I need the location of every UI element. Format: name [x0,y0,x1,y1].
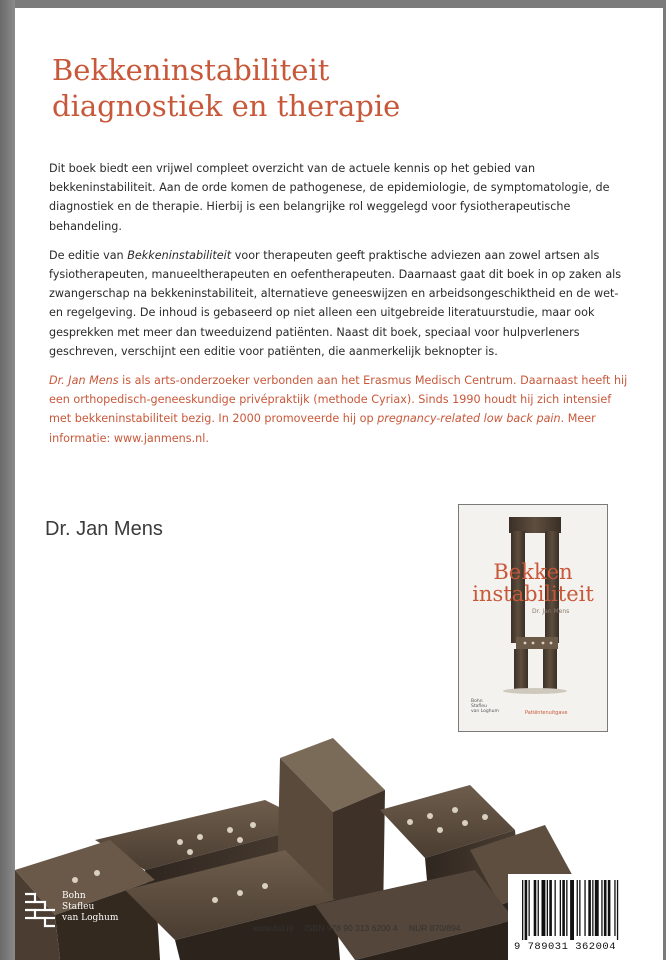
barcode-bar [534,880,537,936]
publisher-name-line-3: van Loghum [62,913,119,923]
barcode-bar [608,880,611,936]
thumbnail-imprint-line-3: van Loghum [471,709,499,714]
thumbnail-footer: Patiëntenuitgave [525,710,568,716]
barcode-bar [577,880,578,936]
barcode-bar [588,880,591,936]
bio-author-name: Dr. Jan Mens [49,374,119,388]
bio-thesis-title: pregnancy-related low back pain [377,412,561,426]
barcode-bar [555,880,556,936]
barcode-bar [614,880,615,936]
bio-text-a: is als arts-onderzoeker verbonden aan het Erasmus Medisch Centrum. Daarnaast heeft hij een orthopedisch-geneeskundige privépraktijk (methode Cyriax). Sinds 1990 houdt hij zich intensief met bekkeninstabiliteit bezig. In 2000 promoveerde hij op [49,374,628,426]
publisher-block [21,888,171,938]
barcode-bar [584,880,585,936]
isbn-barcode [508,874,663,960]
blurb [49,159,634,458]
p2-book-title: Bekkeninstabiliteit [127,248,232,262]
barcode-bar [604,880,607,936]
barcode-bar [601,880,602,936]
barcode-bar [547,880,548,936]
thumbnail-imprint [471,699,499,714]
barcode-bar [529,880,530,936]
patient-edition-thumbnail [458,504,608,732]
publisher-website: www.bsl.nl [253,923,294,933]
barcode-bars [520,880,654,940]
thumbnail-title [459,561,607,605]
book-back-cover [15,8,663,960]
blurb-paragraph-1: Dit boek biedt een vrijwel compleet overzicht van de actuele kennis op het gebied van bekkeninstabiliteit. Aan de orde komen de pathogenese, de epidemiologie, de symptomatologie, de diagnostiek en de therapie. Hierbij is een belangrijke rol weggelegd voor fysiotherapeutische behandeling. [49,162,610,233]
barcode-bar [542,880,546,936]
p2-text-b: voor therapeuten geeft praktische adviezen aan zowel artsen als fysiotherapeuten, manueeltherapeuten en oefentherapeuten. Daarnaast gaat dit boek in op zaken als zwangerschap na bekkeninstabiliteit, alternatieve geneeswijzen en arbeidsongeschiktheid en de wet- en regelgeving. De inhoud is gebaseerd op niet alleen een uitgebreide literatuurstudie, maar ook gesprekken met meer dan tweeduizend patiënten. Naast dit boek, speciaal voor hulpverleners geschreven, verschijnt een editie voor patiënten, die aanmerkelijk beknopter is. [49,248,622,358]
author-name: Dr. Jan Mens [45,518,163,540]
cover-title [52,52,400,124]
thumbnail-author: Dr. Jan Mens [532,608,570,615]
isbn: ISBN 978 90 313 6200 4 [304,923,398,933]
barcode-bar [560,880,561,936]
p2-text-a: De editie van [49,248,128,262]
barcode-bar [549,880,552,936]
thumbnail-title-line-1: Bekken [493,560,573,584]
thumbnail-imprint-line-2: Stafleu [471,704,487,709]
barcode-bar [595,880,599,936]
barcode-bar [562,880,565,936]
barcode-bar [579,880,580,936]
thumbnail-title-line-2: instabiliteit [472,582,594,606]
barcode-bar [592,880,593,936]
title-line-2: diagnostiek en therapie [52,89,401,123]
author-bio-paragraph [49,371,634,448]
barcode-bar [538,880,539,936]
nur-code: NUR 870/894 [409,923,461,933]
isbn-line [253,923,470,933]
publisher-name [62,891,118,924]
barcode-bar [617,880,618,940]
barcode-bar [522,880,523,940]
spine-shadow [0,0,15,960]
bio-text-b: . Meer informatie: www.janmens.nl. [49,412,596,445]
barcode-digits: 9 789031 362004 [514,941,617,953]
barcode-bar [525,880,528,940]
blurb-paragraph-2 [49,246,634,361]
barcode-bar [570,880,574,940]
publisher-logo-icon [21,888,59,932]
stacked-blocks-illustration [459,505,607,731]
title-line-1: Bekkeninstabiliteit [52,53,330,87]
barcode-bar [566,880,567,936]
publisher-name-line-1: Bohn [62,891,86,901]
thumbnail-imprint-line-1: Bohn [471,699,483,704]
publisher-name-line-2: Stafleu [62,902,95,912]
